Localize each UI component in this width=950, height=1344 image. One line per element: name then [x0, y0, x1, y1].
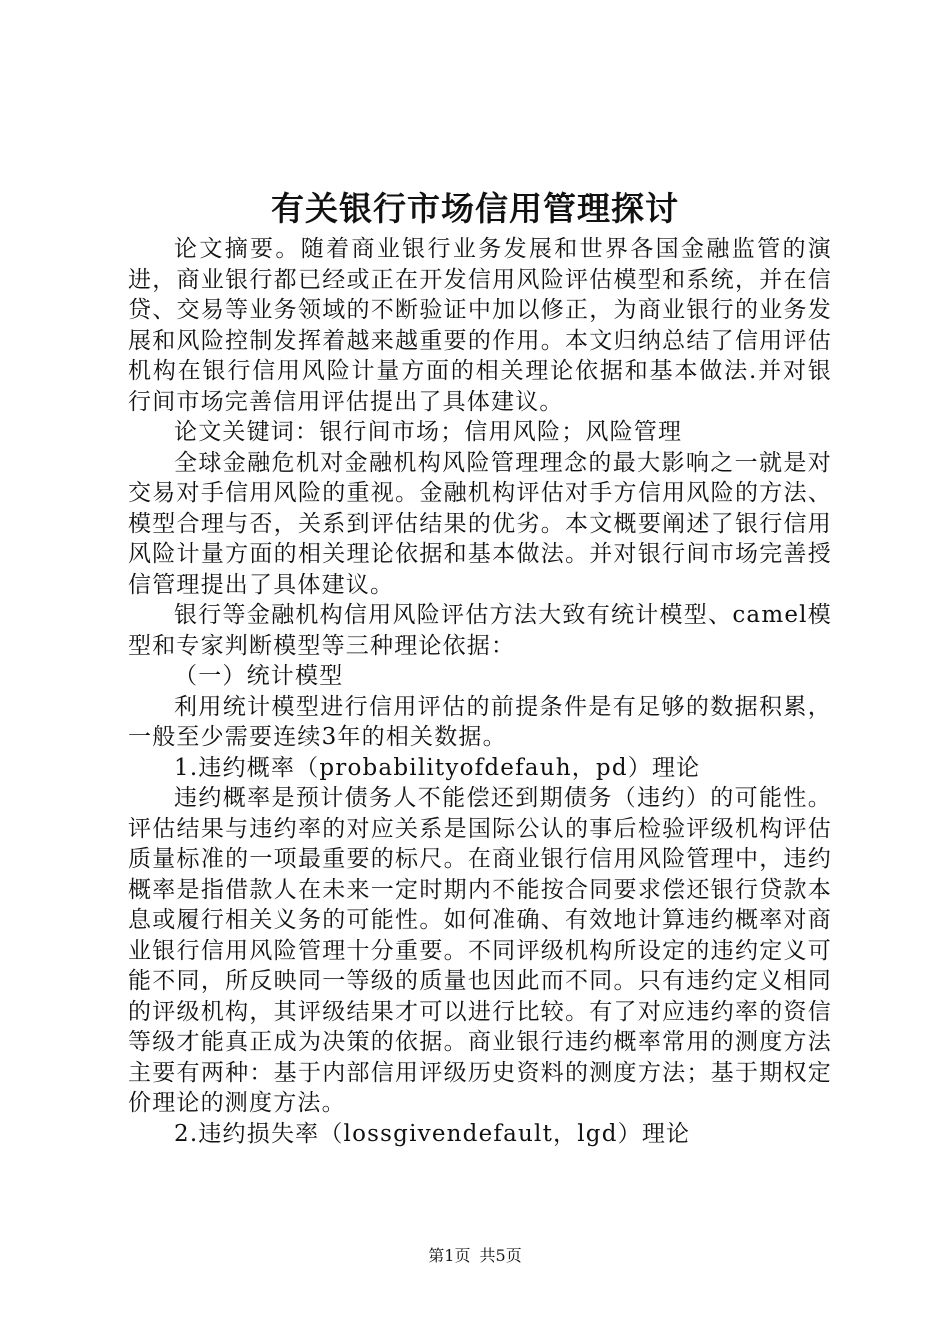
methods-paragraph: 银行等金融机构信用风险评估方法大致有统计模型、camel模型和专家判断模型等三种理论依据： [128, 602, 832, 659]
pd-theory-paragraph: 违约概率是预计债务人不能偿还到期债务（违约）的可能性。评估结果与违约率的对应关系是国际公认的事后检验评级机构评估质量标准的一项最重要的标尺。在商业银行信用风险管理中，违约概率是指借款人在未来一定时期内不能按合同要求偿还银行贷款本息或履行相关义务的可能性。如何准确、有效地计算违约概率对商业银行信用风险管理十分重要。不同评级机构所设定的违约定义可能不同，所反映同一等级的质量也因此而不同。只有违约定义相同的评级机构，其评级结果才可以进行比较。有了对应违约率的资信等级才能真正成为决策的依据。商业银行违约概率常用的测度方法主要有两种：基于内部信用评级历史资料的测度方法；基于期权定价理论的测度方法。 [128, 785, 832, 1116]
abstract-paragraph: 论文摘要。随着商业银行业务发展和世界各国金融监管的演进，商业银行都已经或正在开发信用风险评估模型和系统，并在信贷、交易等业务领域的不断验证中加以修正，为商业银行的业务发展和风险控制发挥着越来越重要的作用。本文归纳总结了信用评估机构在银行信用风险计量方面的相关理论依据和基本做法.并对银行间市场完善信用评估提出了具体建议。 [128, 236, 832, 415]
keywords-paragraph: 论文关键词：银行间市场；信用风险；风险管理 [174, 419, 683, 445]
intro-paragraph: 全球金融危机对金融机构风险管理理念的最大影响之一就是对交易对手信用风险的重视。金融机构评估对手方信用风险的方法、模型合理与否，关系到评估结果的优劣。本文概要阐述了银行信用风险计量方面的相关理论依据和基本做法。并对银行间市场完善授信管理提出了具体建议。 [128, 449, 832, 598]
section-heading-statistical-model: （一）统计模型 [174, 663, 344, 689]
document-title: 有关银行市场信用管理探讨 [271, 189, 679, 228]
statistical-model-paragraph: 利用统计模型进行信用评估的前提条件是有足够的数据积累，一般至少需要连续3年的相关数据。 [128, 693, 832, 750]
page-number: 第1页 [428, 1246, 471, 1265]
page-total: 共5页 [479, 1246, 522, 1265]
subheading-pd-theory: 1.违约概率（probabilityofdefauh，pd）理论 [174, 754, 701, 781]
document-body [128, 234, 832, 1149]
subheading-lgd-theory: 2.违约损失率（lossgivendefault，lgd）理论 [174, 1120, 691, 1147]
page-footer [0, 1245, 950, 1267]
